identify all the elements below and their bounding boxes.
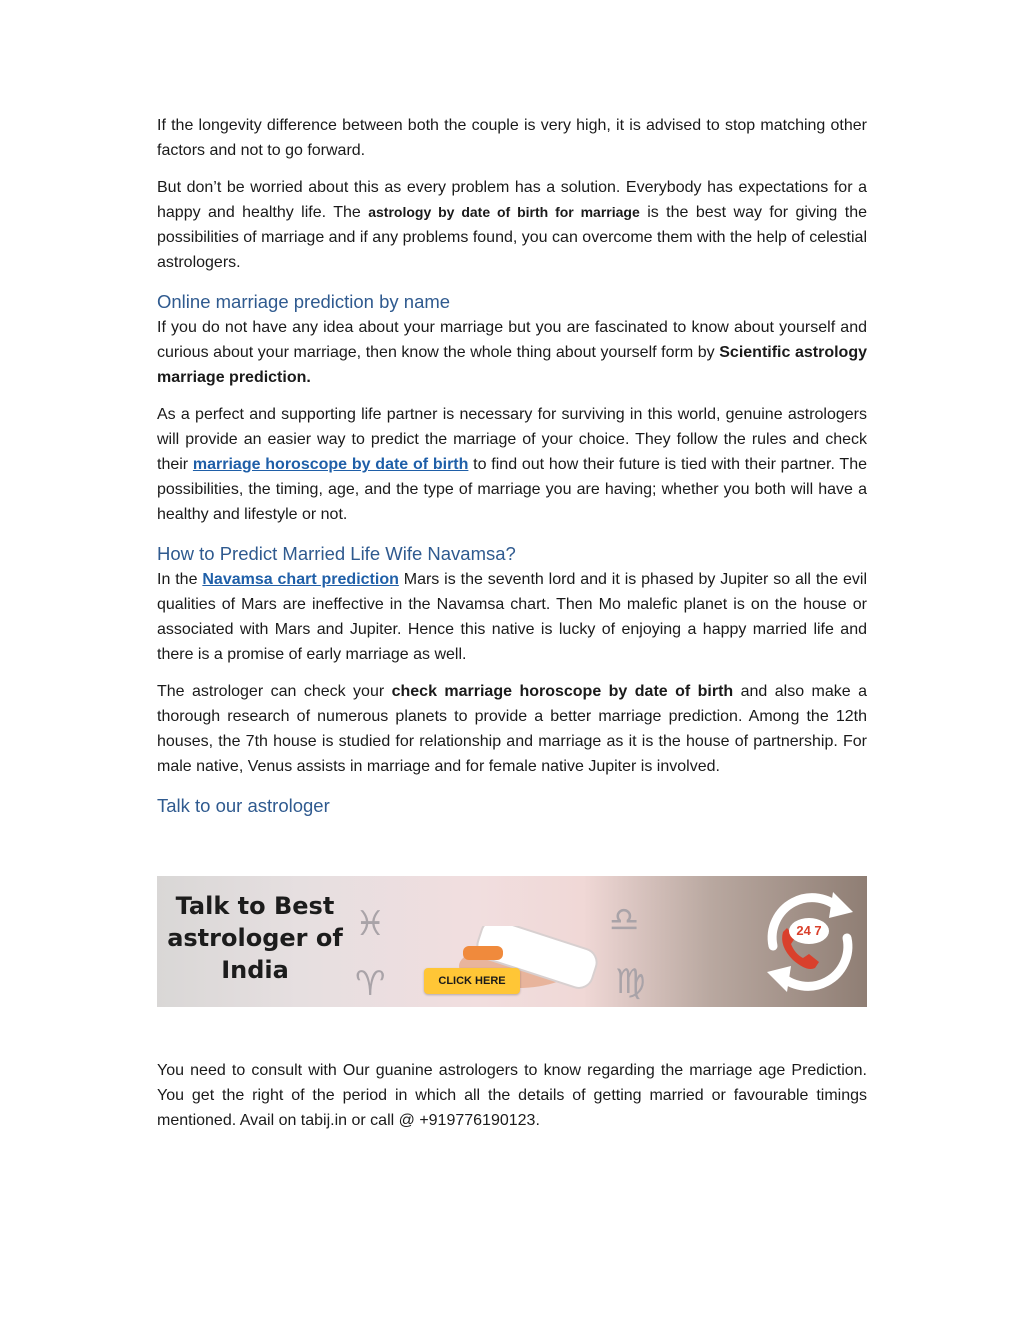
text: As a perfect and supporting life partner is necessary for surviving in this world, genuine astrologers will provide an easier way to predict the marriage of your choice. They follow the rules and check their: [157, 406, 867, 473]
aries-icon: ♈: [355, 964, 386, 1004]
paragraph-expectations: [157, 175, 867, 275]
bold-keyword: Scientific astrology marriage prediction.: [157, 344, 867, 386]
paragraph-houses: [157, 679, 867, 779]
link-marriage-horoscope[interactable]: marriage horoscope by date of birth: [192, 456, 469, 473]
paragraph-life-partner: [157, 402, 867, 527]
banner-line: Talk to Best: [175, 892, 335, 920]
paragraph-navamsa: [157, 567, 867, 667]
closing-section: [157, 1058, 867, 1145]
text: But don’t be worried about this as every problem has a solution. Everybody has expectations for a happy and healthy life. The: [157, 179, 867, 221]
heading-navamsa: How to Predict Married Life Wife Navamsa?: [157, 543, 516, 564]
bold-keyword: astrology by date of birth for marriage: [368, 204, 640, 220]
text: to find out how their future is tied with their partner. The possibilities, the timing, age, and the type of marriage you are having; whether you both will have a healthy and lifestyle or not.: [157, 456, 867, 523]
paragraph-curious: [157, 315, 867, 390]
text: If you do not have any idea about your marriage but you are fascinated to know about yourself and curious about your marriage, then know the whole thing about yourself form by: [157, 319, 867, 361]
text: is the best way for giving the possibilities of marriage and if any problems found, you can overcome them with the help of celestial astrologers.: [157, 204, 868, 271]
banner-line: India: [221, 956, 289, 984]
libra-icon: ♎: [609, 900, 640, 940]
click-here-button[interactable]: CLICK HERE: [424, 968, 520, 994]
heading-talk-astrologer: Talk to our astrologer: [157, 795, 330, 816]
text: and also make a thorough research of numerous planets to provide a better marriage prediction. Among the 12th houses, the 7th house is studied for relationship and marriage as it is the house of partnership. For male native, Venus assists in marriage and for female native Jupiter is involved.: [157, 683, 867, 775]
24-7-badge: 24 7: [789, 918, 829, 944]
paragraph-longevity: If the longevity difference between both the couple is very high, it is advised to stop matching other factors and not to go forward.: [157, 117, 867, 159]
heading-online-prediction: Online marriage prediction by name: [157, 291, 451, 312]
banner-headline: [165, 890, 345, 986]
bold-keyword: check marriage horoscope by date of birth: [391, 683, 734, 700]
paragraph-consult: You need to consult with Our guanine astrologers to know regarding the marriage age Prediction. You get the right of the period in which all the details of getting married or favourable timings mentioned. Avail on tabij.in or call @ +919776190123.: [157, 1062, 867, 1129]
virgo-icon: ♍: [615, 962, 646, 1002]
banner-line: astrologer of: [167, 924, 343, 952]
talk-to-astrologer-banner[interactable]: [157, 876, 867, 1007]
pisces-icon: ♓: [355, 904, 386, 944]
text: In the: [157, 571, 203, 588]
article-body: [157, 113, 867, 819]
text: The astrologer can check your: [157, 683, 392, 700]
link-navamsa-chart[interactable]: Navamsa chart prediction: [202, 571, 399, 588]
text: Mars is the seventh lord and it is phased by Jupiter so all the evil qualities of Mars are ineffective in the Navamsa chart. Then Mo malefic planet is on the house or associated with Mars and Jupiter. Hence this native is lucky of enjoying a happy married life and there is a promise of early marriage as well.: [157, 571, 867, 663]
